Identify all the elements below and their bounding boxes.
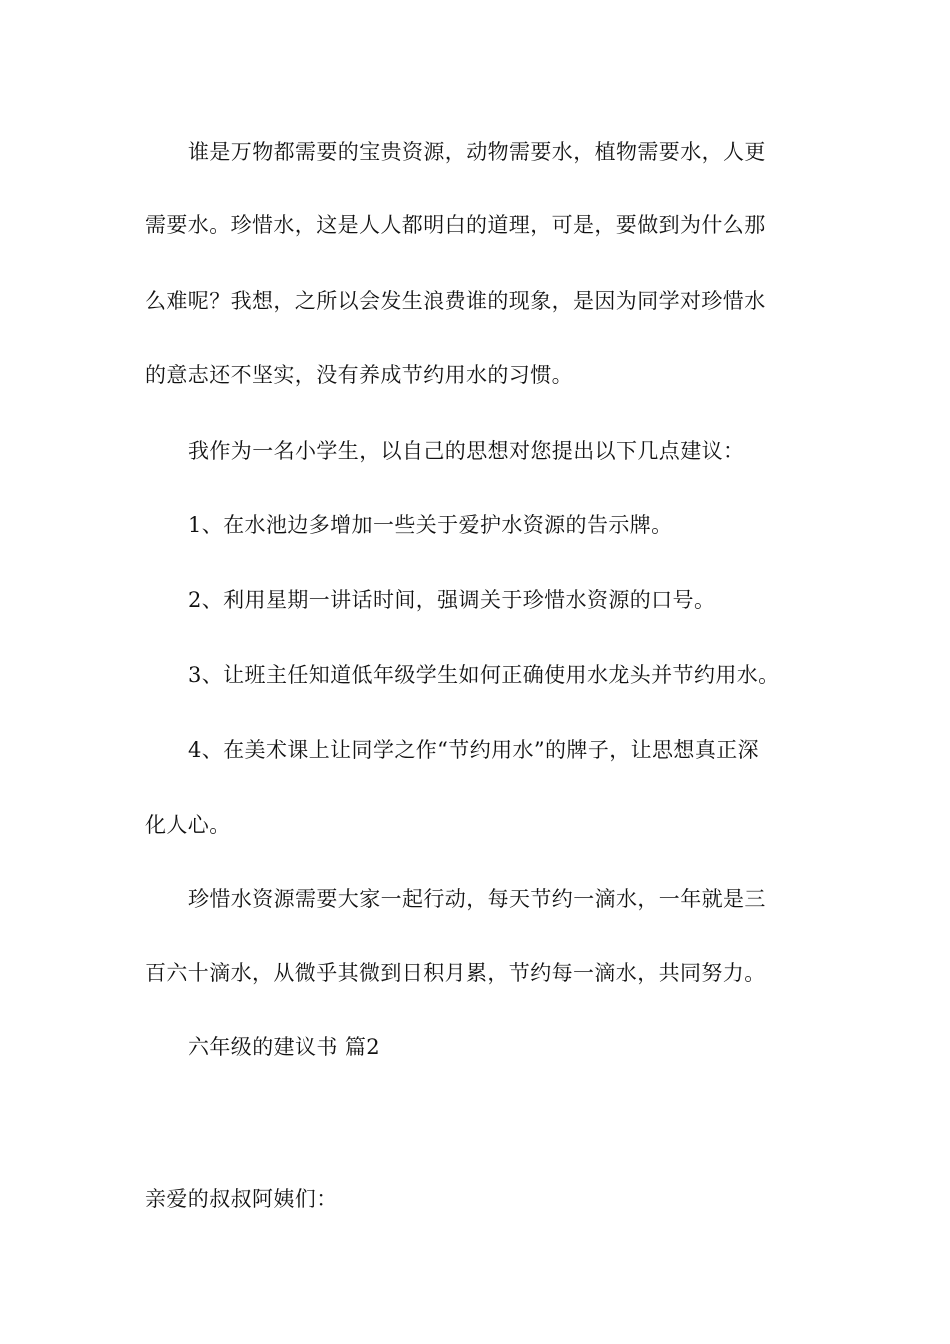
suggestion-1: 1、在水池边多增加一些关于爱护水资源的告示牌。 xyxy=(188,513,673,537)
paragraph-1-line-2: 需要水。珍惜水，这是人人都明白的道理，可是，要做到为什么那 xyxy=(145,213,766,237)
paragraph-1-line-3: 么难呢？我想，之所以会发生浪费谁的现象，是因为同学对珍惜水 xyxy=(145,289,766,313)
salutation: 亲爱的叔叔阿姨们： xyxy=(145,1187,338,1211)
suggestion-4-line-2: 化人心。 xyxy=(145,813,231,837)
closing-paragraph-line-1: 珍惜水资源需要大家一起行动，每天节约一滴水，一年就是三 xyxy=(188,887,766,911)
paragraph-1-line-4: 的意志还不坚实，没有养成节约用水的习惯。 xyxy=(145,363,573,387)
section-heading: 六年级的建议书 篇2 xyxy=(188,1035,381,1059)
paragraph-1-line-1: 谁是万物都需要的宝贵资源，动物需要水，植物需要水，人更 xyxy=(188,140,766,164)
suggestion-2: 2、利用星期一讲话时间，强调关于珍惜水资源的口号。 xyxy=(188,588,716,612)
suggestion-4-line-1: 4、在美术课上让同学之作“节约用水”的牌子，让思想真正深 xyxy=(188,738,760,762)
suggestion-3: 3、让班主任知道低年级学生如何正确使用水龙头并节约用水。 xyxy=(188,663,780,687)
closing-paragraph-line-2: 百六十滴水，从微乎其微到日积月累，节约每一滴水，共同努力。 xyxy=(145,961,766,985)
paragraph-2-line-1: 我作为一名小学生，以自己的思想对您提出以下几点建议： xyxy=(188,439,745,463)
